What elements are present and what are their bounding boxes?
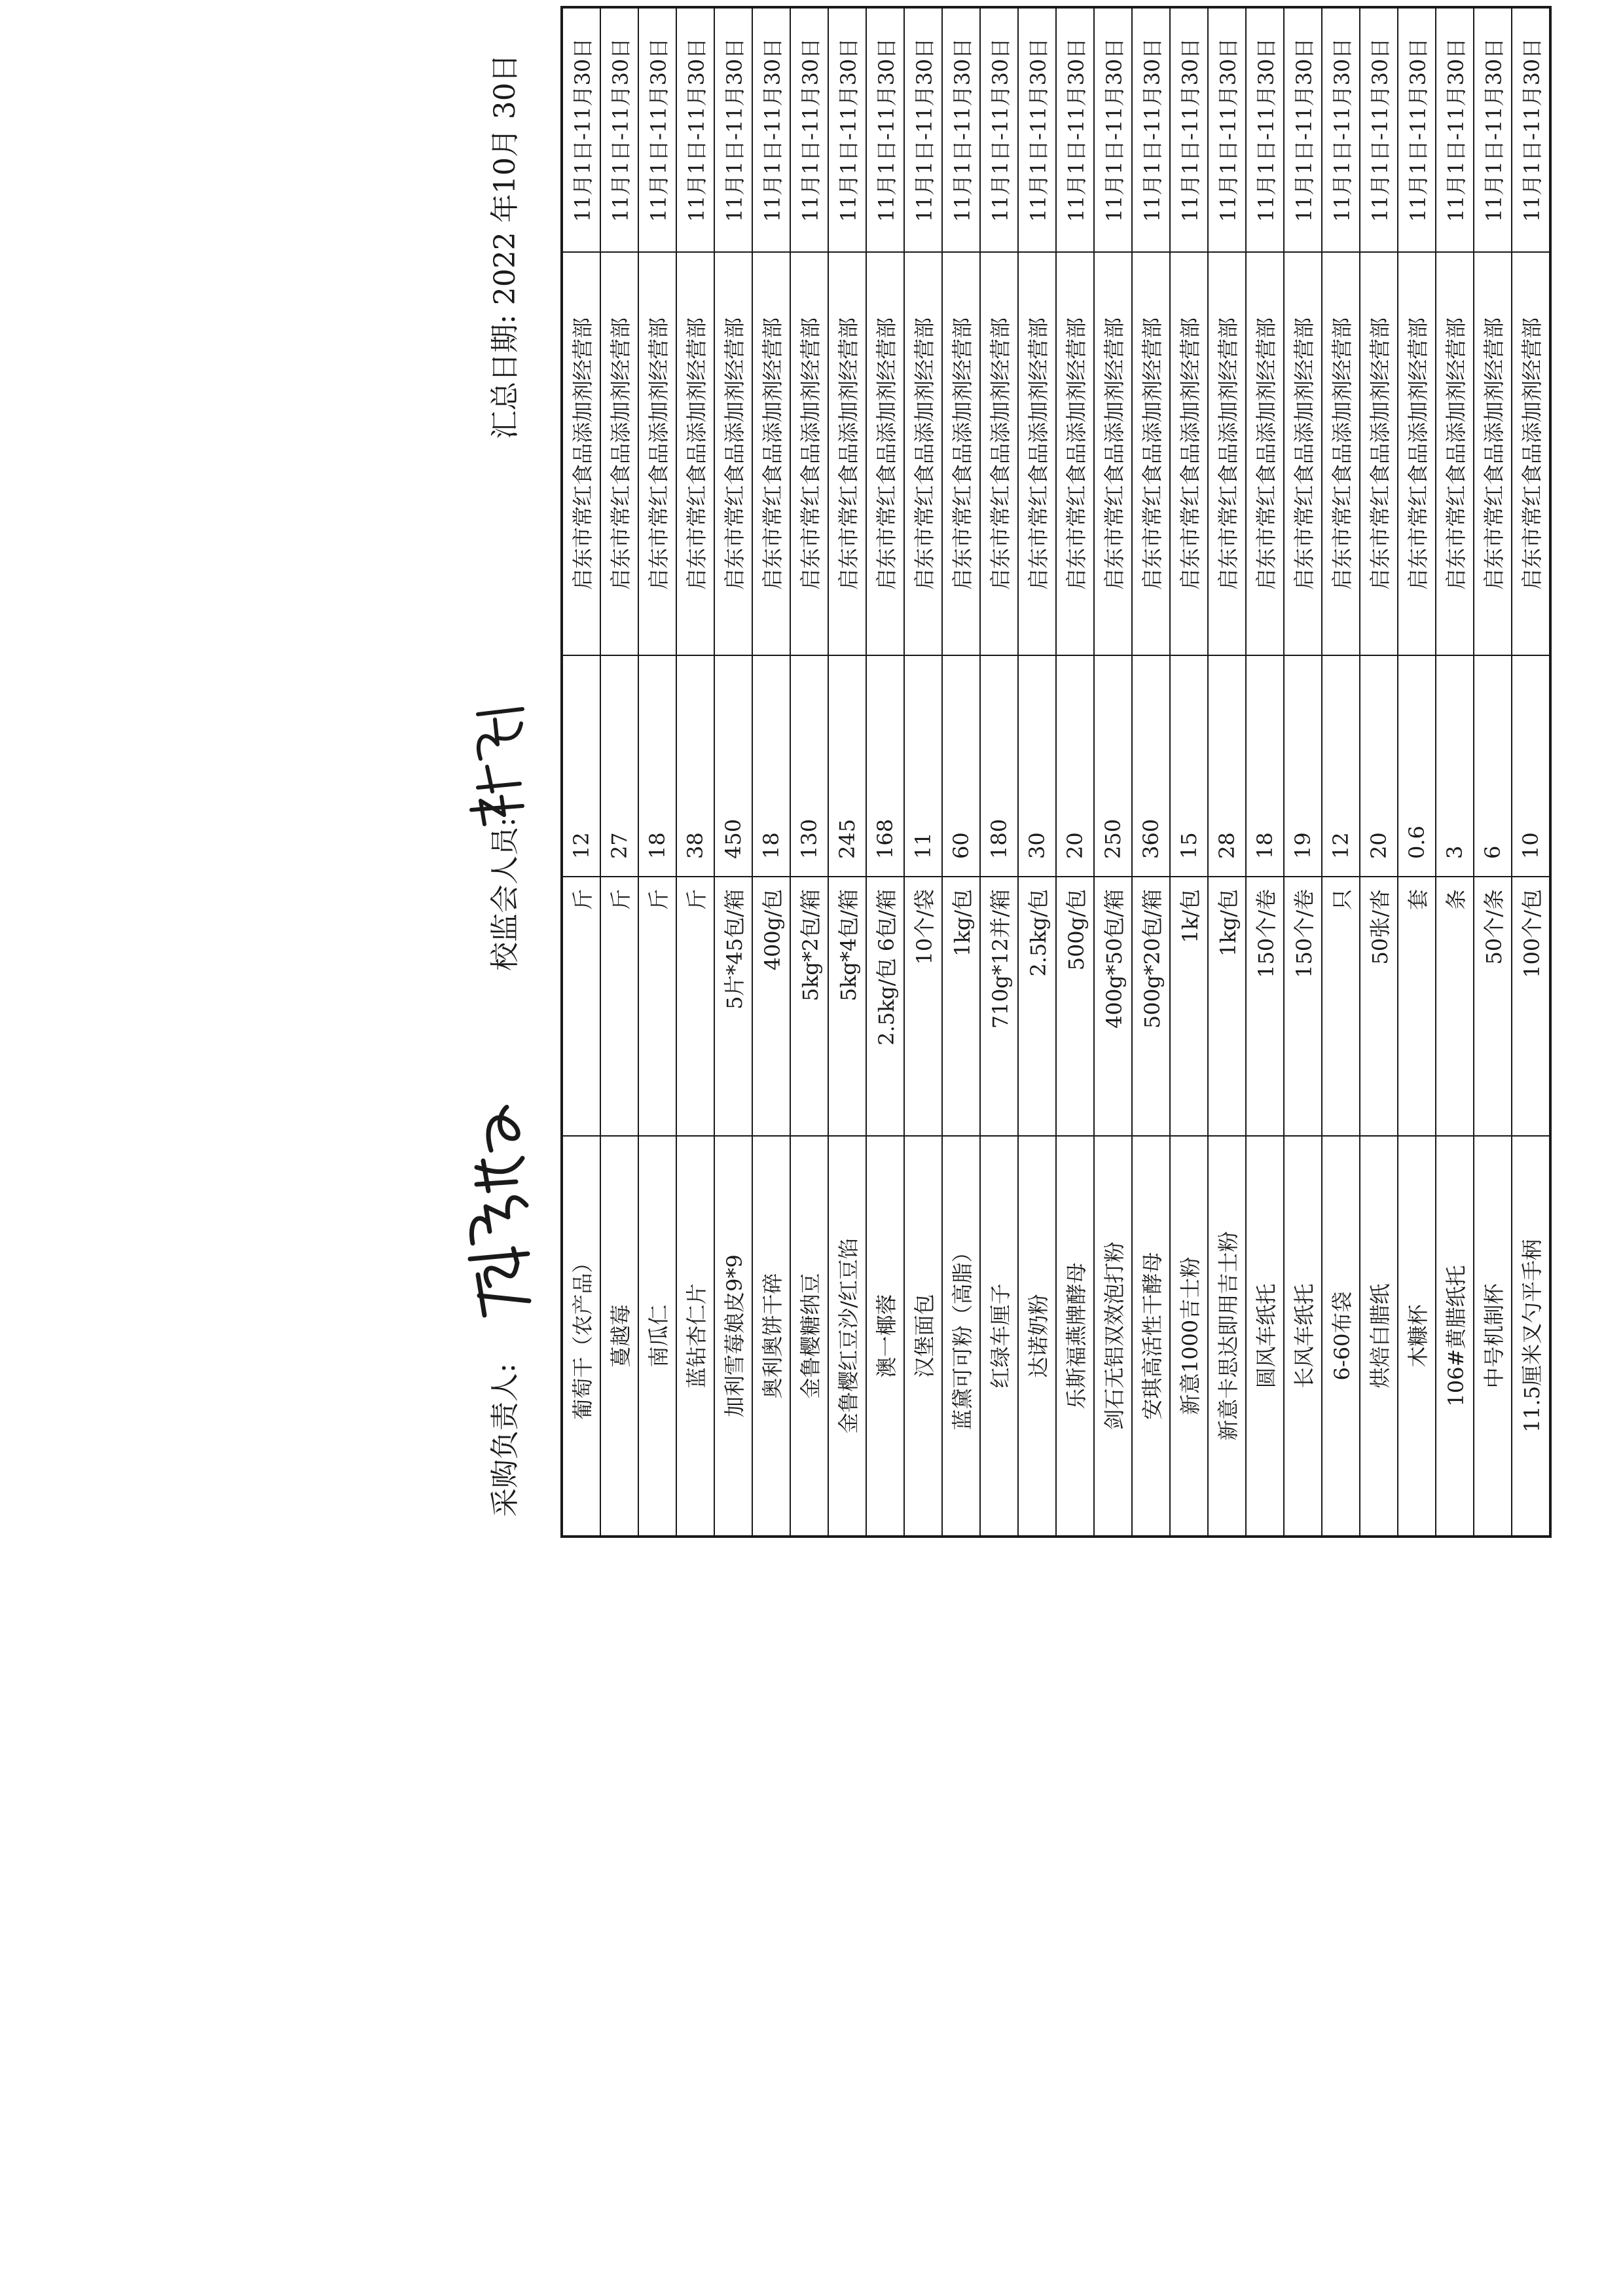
- item-name-cell: 金鲁樱糖纳豆: [790, 1136, 828, 1537]
- period-cell: 11月1日-11月30日: [1398, 7, 1436, 252]
- period-cell: 11月1日-11月30日: [1208, 7, 1246, 252]
- period-cell: 11月1日-11月30日: [904, 7, 942, 252]
- supplier-cell: 启东市常红食品添加剂经营部: [600, 252, 638, 655]
- item-name-cell: 6-60布袋: [1322, 1136, 1360, 1537]
- period-cell: 11月1日-11月30日: [828, 7, 866, 252]
- table-row: [1246, 7, 1284, 1537]
- quantity-cell: 3: [1436, 655, 1474, 877]
- table-row: [714, 7, 752, 1537]
- item-name-cell: 金鲁樱红豆沙/红豆馅: [828, 1136, 866, 1537]
- period-cell: 11月1日-11月30日: [1170, 7, 1208, 252]
- supervisor-label: 校监会人员:: [488, 817, 522, 971]
- quantity-cell: 18: [752, 655, 790, 877]
- quantity-cell: 6: [1474, 655, 1512, 877]
- period-cell: 11月1日-11月30日: [714, 7, 752, 252]
- table-row: [1208, 7, 1246, 1537]
- table-row: [1170, 7, 1208, 1537]
- supplier-cell: 启东市常红食品添加剂经营部: [904, 252, 942, 655]
- table-row: [1360, 7, 1398, 1537]
- table-row: [866, 7, 904, 1537]
- period-cell: 11月1日-11月30日: [1284, 7, 1322, 252]
- item-name-cell: 奥利奥饼干碎: [752, 1136, 790, 1537]
- spec-cell: 只: [1322, 877, 1360, 1136]
- spec-cell: 斤: [562, 877, 600, 1136]
- table-row: [1018, 7, 1056, 1537]
- spec-cell: 500g*20包/箱: [1132, 877, 1170, 1136]
- supplier-cell: 启东市常红食品添加剂经营部: [752, 252, 790, 655]
- supplier-cell: 启东市常红食品添加剂经营部: [676, 252, 714, 655]
- table-row: [1512, 7, 1550, 1537]
- spec-cell: 50张/沓: [1360, 877, 1398, 1136]
- quantity-cell: 250: [1094, 655, 1132, 877]
- spec-cell: 2.5kg/包: [1018, 877, 1056, 1136]
- supplier-cell: 启东市常红食品添加剂经营部: [1284, 252, 1322, 655]
- quantity-cell: 28: [1208, 655, 1246, 877]
- spec-cell: 5kg*4包/箱: [828, 877, 866, 1136]
- quantity-cell: 180: [980, 655, 1018, 877]
- quantity-cell: 18: [638, 655, 676, 877]
- quantity-cell: 360: [1132, 655, 1170, 877]
- period-cell: 11月1日-11月30日: [752, 7, 790, 252]
- item-name-cell: 加利雪莓娘皮9*9: [714, 1136, 752, 1537]
- table-row: [828, 7, 866, 1537]
- quantity-cell: 450: [714, 655, 752, 877]
- item-name-cell: 达诺奶粉: [1018, 1136, 1056, 1537]
- period-cell: 11月1日-11月30日: [1436, 7, 1474, 252]
- spec-cell: 500g/包: [1056, 877, 1094, 1136]
- supplier-cell: 启东市常红食品添加剂经营部: [1246, 252, 1284, 655]
- period-cell: 11月1日-11月30日: [1512, 7, 1550, 252]
- item-name-cell: 澳一椰蓉: [866, 1136, 904, 1537]
- item-name-cell: 11.5厘米叉勺平手柄: [1512, 1136, 1550, 1537]
- spec-cell: 5kg*2包/箱: [790, 877, 828, 1136]
- supplier-cell: 启东市常红食品添加剂经营部: [1474, 252, 1512, 655]
- table-row: [600, 7, 638, 1537]
- quantity-cell: 19: [1284, 655, 1322, 877]
- table-row: [752, 7, 790, 1537]
- period-cell: 11月1日-11月30日: [1056, 7, 1094, 252]
- item-name-cell: 乐斯福燕牌酵母: [1056, 1136, 1094, 1537]
- supplier-cell: 启东市常红食品添加剂经营部: [866, 252, 904, 655]
- quantity-cell: 15: [1170, 655, 1208, 877]
- spec-cell: 套: [1398, 877, 1436, 1136]
- quantity-cell: 245: [828, 655, 866, 877]
- supplier-cell: 启东市常红食品添加剂经营部: [1018, 252, 1056, 655]
- period-cell: 11月1日-11月30日: [1360, 7, 1398, 252]
- item-name-cell: 葡萄干（农产品）: [562, 1136, 600, 1537]
- quantity-cell: 168: [866, 655, 904, 877]
- table-row: [1284, 7, 1322, 1537]
- supplier-cell: 启东市常红食品添加剂经营部: [1360, 252, 1398, 655]
- item-name-cell: 新意1000吉士粉: [1170, 1136, 1208, 1537]
- item-name-cell: 圆风车纸托: [1246, 1136, 1284, 1537]
- period-cell: 11月1日-11月30日: [942, 7, 980, 252]
- spec-cell: 斤: [638, 877, 676, 1136]
- item-name-cell: 南瓜仁: [638, 1136, 676, 1537]
- quantity-cell: 18: [1246, 655, 1284, 877]
- purchaser-label: 采购负责人:: [488, 1363, 522, 1517]
- quantity-cell: 27: [600, 655, 638, 877]
- spec-cell: 50个/条: [1474, 877, 1512, 1136]
- spec-cell: 150个/卷: [1246, 877, 1284, 1136]
- table-row: [980, 7, 1018, 1537]
- spec-cell: 400g*50包/箱: [1094, 877, 1132, 1136]
- spec-cell: 斤: [676, 877, 714, 1136]
- item-name-cell: 剑石无铝双效泡打粉: [1094, 1136, 1132, 1537]
- table-row: [1398, 7, 1436, 1537]
- item-name-cell: 106#黄腊纸托: [1436, 1136, 1474, 1537]
- supplier-cell: 启东市常红食品添加剂经营部: [1398, 252, 1436, 655]
- supplier-cell: 启东市常红食品添加剂经营部: [942, 252, 980, 655]
- period-cell: 11月1日-11月30日: [600, 7, 638, 252]
- period-cell: 11月1日-11月30日: [562, 7, 600, 252]
- item-name-cell: 新意卡思达即用吉士粉: [1208, 1136, 1246, 1537]
- spec-cell: 710g*12并/箱: [980, 877, 1018, 1136]
- supplier-cell: 启东市常红食品添加剂经营部: [714, 252, 752, 655]
- period-cell: 11月1日-11月30日: [676, 7, 714, 252]
- table-row: [676, 7, 714, 1537]
- supplier-cell: 启东市常红食品添加剂经营部: [1094, 252, 1132, 655]
- table-row: [1436, 7, 1474, 1537]
- purchaser-signature: [450, 1099, 536, 1322]
- period-cell: 11月1日-11月30日: [1132, 7, 1170, 252]
- item-name-cell: 汉堡面包: [904, 1136, 942, 1537]
- supplier-cell: 启东市常红食品添加剂经营部: [1170, 252, 1208, 655]
- item-name-cell: 蓝黛可可粉（高脂）: [942, 1136, 980, 1537]
- spec-cell: 1kg/包: [942, 877, 980, 1136]
- spec-cell: 1kg/包: [1208, 877, 1246, 1136]
- table-row: [1132, 7, 1170, 1537]
- table-body: [562, 7, 1550, 1537]
- item-name-cell: 红绿车厘子: [980, 1136, 1018, 1537]
- supervisor-signature: [458, 699, 530, 829]
- quantity-cell: 20: [1056, 655, 1094, 877]
- purchase-table: [560, 6, 1552, 1538]
- spec-cell: 条: [1436, 877, 1474, 1136]
- table-row: [1056, 7, 1094, 1537]
- item-name-cell: 中号机制杯: [1474, 1136, 1512, 1537]
- quantity-cell: 12: [562, 655, 600, 877]
- item-name-cell: 烘焙白腊纸: [1360, 1136, 1398, 1537]
- supplier-cell: 启东市常红食品添加剂经营部: [562, 252, 600, 655]
- spec-cell: 2.5kg/包 6包/箱: [866, 877, 904, 1136]
- supplier-cell: 启东市常红食品添加剂经营部: [980, 252, 1018, 655]
- period-cell: 11月1日-11月30日: [980, 7, 1018, 252]
- summary-date-label: 汇总日期: 2022 年10月 30日: [488, 54, 522, 439]
- item-name-cell: 长风车纸托: [1284, 1136, 1322, 1537]
- quantity-cell: 12: [1322, 655, 1360, 877]
- quantity-cell: 30: [1018, 655, 1056, 877]
- quantity-cell: 38: [676, 655, 714, 877]
- supplier-cell: 启东市常红食品添加剂经营部: [638, 252, 676, 655]
- spec-cell: 5片*45包/箱: [714, 877, 752, 1136]
- table-row: [562, 7, 600, 1537]
- period-cell: 11月1日-11月30日: [1322, 7, 1360, 252]
- table-row: [1094, 7, 1132, 1537]
- table-row: [942, 7, 980, 1537]
- table-row: [1474, 7, 1512, 1537]
- period-cell: 11月1日-11月30日: [1094, 7, 1132, 252]
- table-row: [790, 7, 828, 1537]
- supplier-cell: 启东市常红食品添加剂经营部: [1132, 252, 1170, 655]
- supplier-cell: 启东市常红食品添加剂经营部: [1512, 252, 1550, 655]
- item-name-cell: 安琪高活性干酵母: [1132, 1136, 1170, 1537]
- spec-cell: 400g/包: [752, 877, 790, 1136]
- period-cell: 11月1日-11月30日: [1018, 7, 1056, 252]
- quantity-cell: 130: [790, 655, 828, 877]
- table-row: [904, 7, 942, 1537]
- supplier-cell: 启东市常红食品添加剂经营部: [1208, 252, 1246, 655]
- item-name-cell: 木糠杯: [1398, 1136, 1436, 1537]
- period-cell: 11月1日-11月30日: [638, 7, 676, 252]
- supplier-cell: 启东市常红食品添加剂经营部: [1436, 252, 1474, 655]
- quantity-cell: 10: [1512, 655, 1550, 877]
- period-cell: 11月1日-11月30日: [1474, 7, 1512, 252]
- spec-cell: 斤: [600, 877, 638, 1136]
- item-name-cell: 蓝钻杏仁片: [676, 1136, 714, 1537]
- spec-cell: 1k/包: [1170, 877, 1208, 1136]
- table-row: [638, 7, 676, 1537]
- period-cell: 11月1日-11月30日: [790, 7, 828, 252]
- spec-cell: 150个/卷: [1284, 877, 1322, 1136]
- quantity-cell: 60: [942, 655, 980, 877]
- period-cell: 11月1日-11月30日: [866, 7, 904, 252]
- period-cell: 11月1日-11月30日: [1246, 7, 1284, 252]
- spec-cell: 100个/包: [1512, 877, 1550, 1136]
- supplier-cell: 启东市常红食品添加剂经营部: [790, 252, 828, 655]
- quantity-cell: 20: [1360, 655, 1398, 877]
- supplier-cell: 启东市常红食品添加剂经营部: [1056, 252, 1094, 655]
- item-name-cell: 蔓越莓: [600, 1136, 638, 1537]
- spec-cell: 10个/袋: [904, 877, 942, 1136]
- supplier-cell: 启东市常红食品添加剂经营部: [1322, 252, 1360, 655]
- supplier-cell: 启东市常红食品添加剂经营部: [828, 252, 866, 655]
- quantity-cell: 11: [904, 655, 942, 877]
- quantity-cell: 0.6: [1398, 655, 1436, 877]
- table-row: [1322, 7, 1360, 1537]
